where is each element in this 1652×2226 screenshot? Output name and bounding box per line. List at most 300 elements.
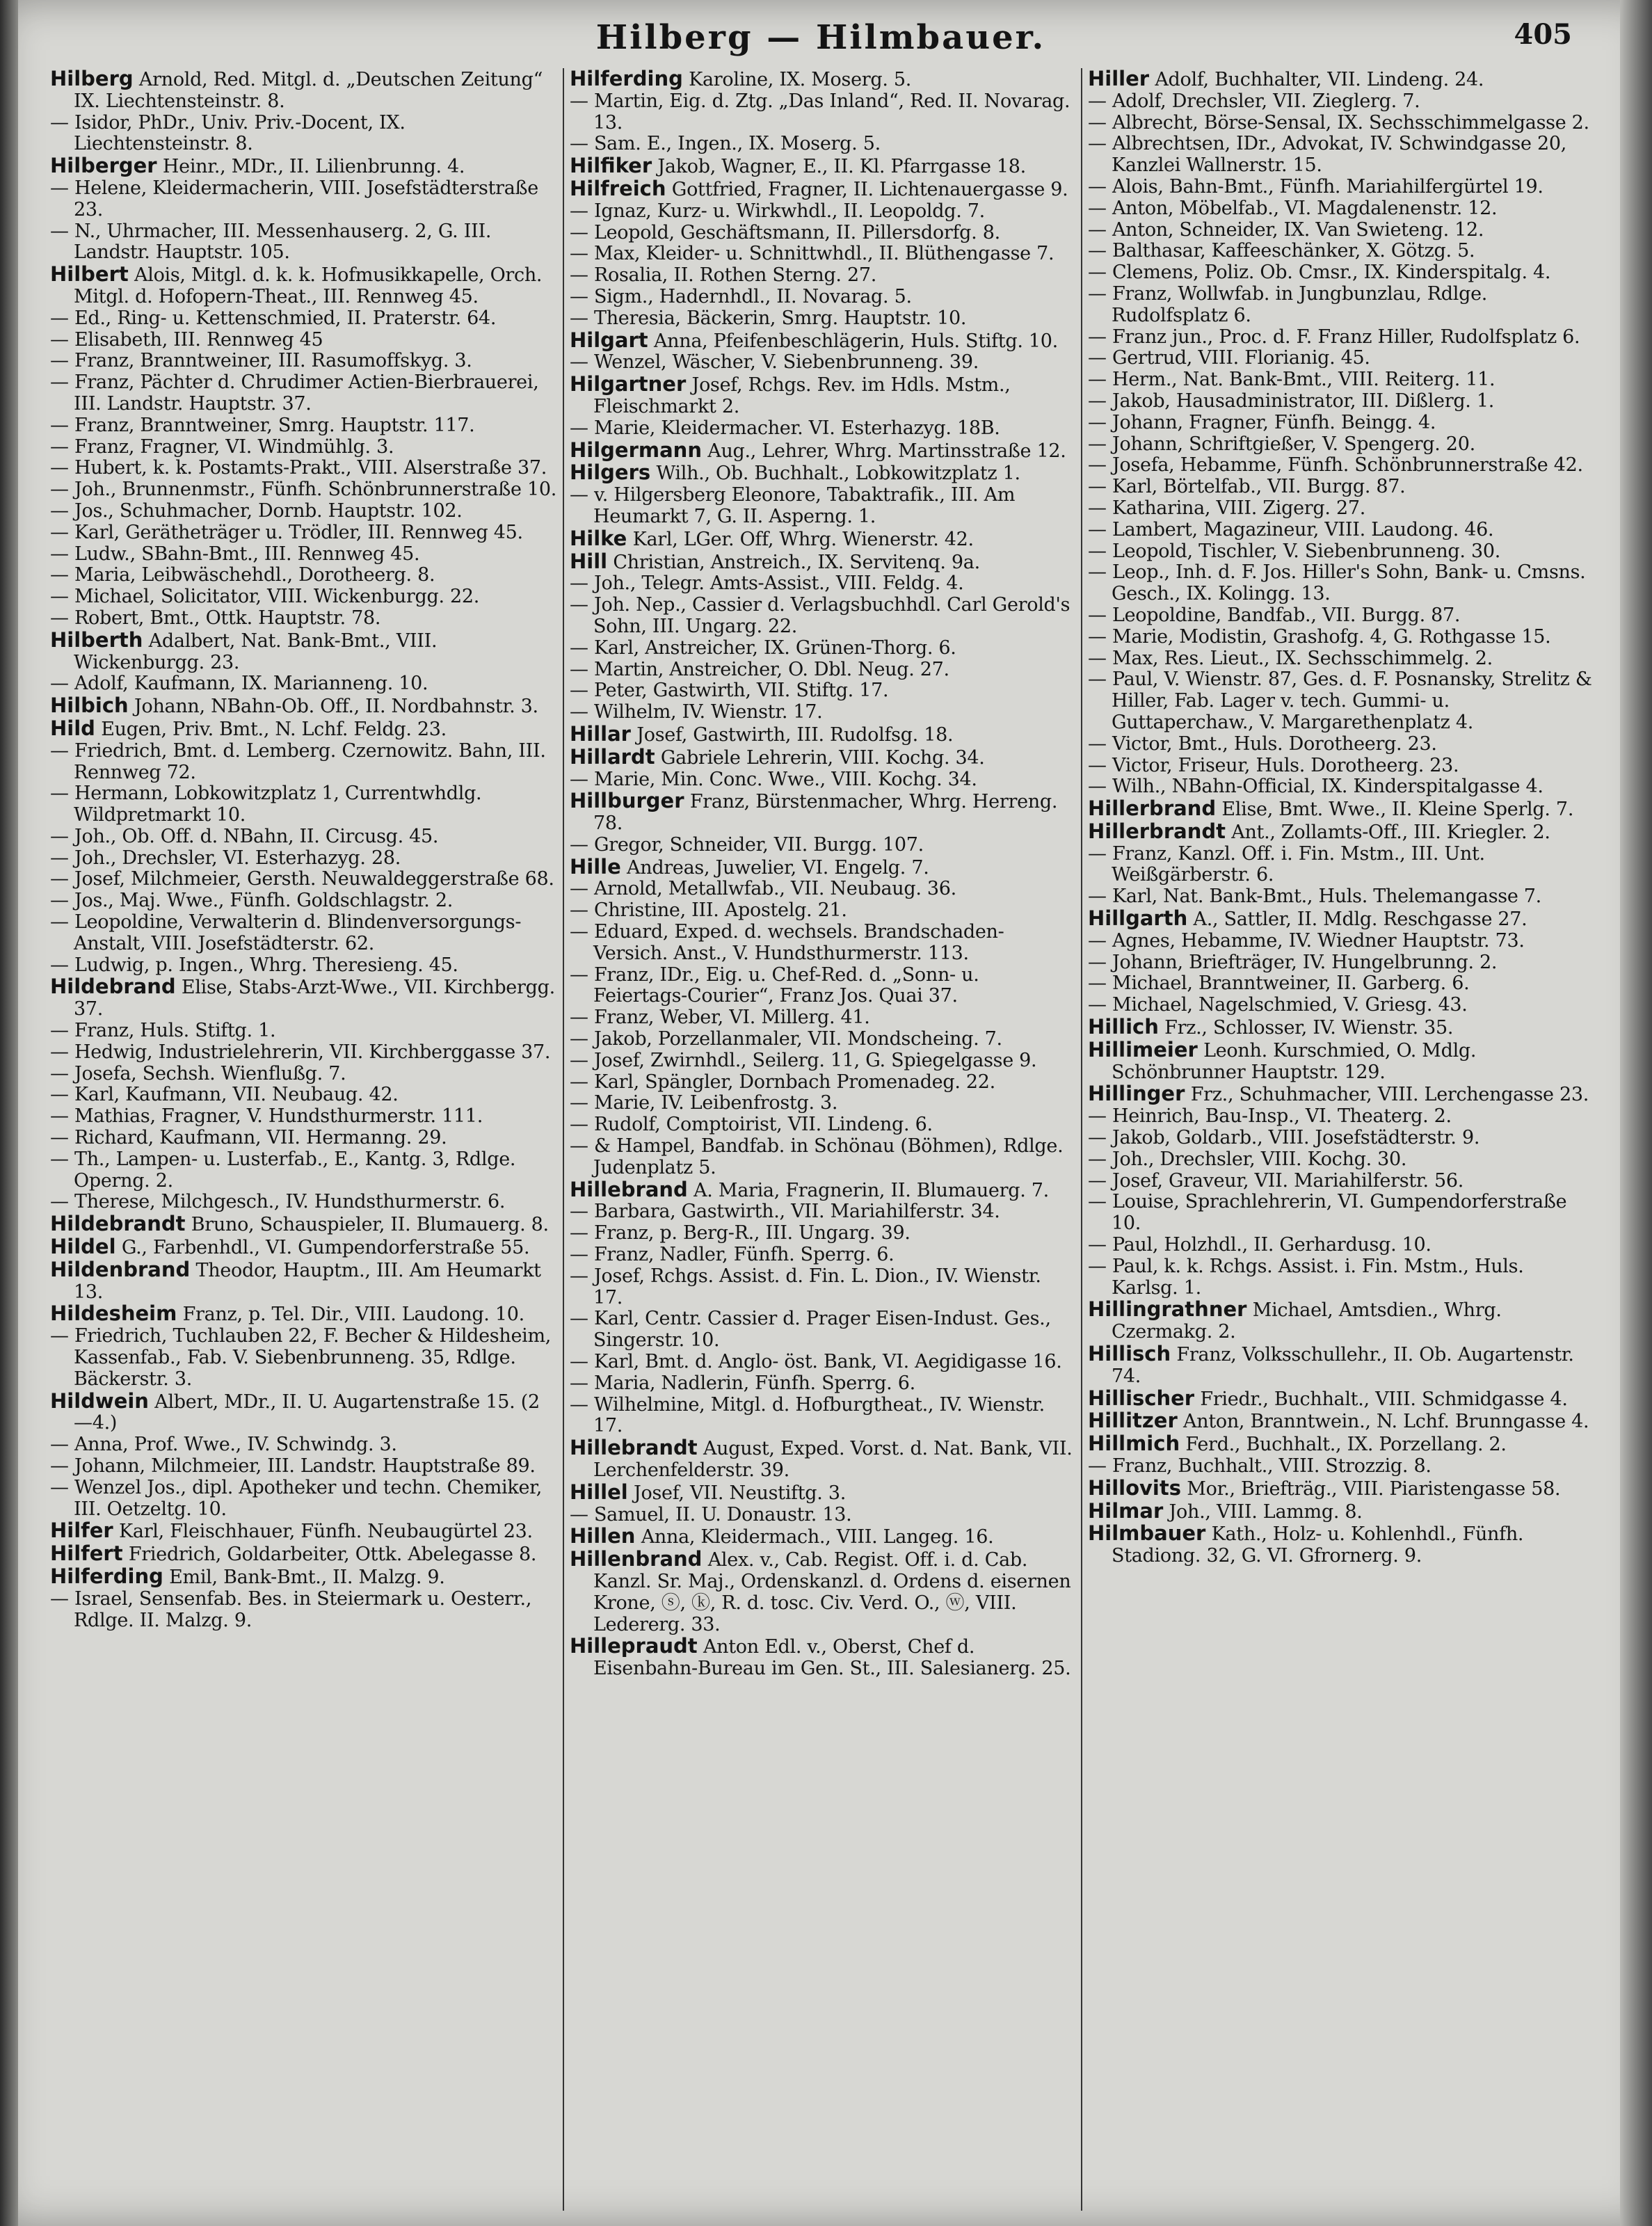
directory-sub-entry	[50, 437, 557, 458]
directory-sub-entry	[1088, 1171, 1594, 1192]
entry-surname: Hilbert	[50, 262, 129, 287]
entry-details: Andreas, Juwelier, VI. Engelg. 7.	[620, 856, 929, 879]
entry-details: — Johann, Briefträger, IV. Hungelbrunng. 2.	[1088, 951, 1498, 973]
directory-sub-entry	[1088, 241, 1594, 262]
directory-entry	[1088, 1388, 1594, 1411]
directory-sub-entry	[1088, 931, 1594, 952]
entry-details: — Max, Res. Lieut., IX. Sechsschimmelg. 2.	[1088, 647, 1493, 669]
entry-details: — Isidor, PhDr., Univ. Priv.-Docent, IX. Liechtensteinstr. 8.	[50, 111, 406, 155]
directory-entry	[50, 976, 557, 1020]
entry-details: — Jakob, Goldarb., VIII. Josefstädterstr. 9.	[1088, 1127, 1480, 1149]
directory-sub-entry	[50, 586, 557, 608]
entry-details: — Agnes, Hebamme, IV. Wiedner Hauptstr. 73.	[1088, 929, 1525, 952]
entry-details: — Martin, Eig. d. Ztg. „Das Inland“, Red. II. Novarag. 13.	[570, 90, 1070, 134]
directory-entry	[50, 1236, 557, 1259]
directory-sub-entry	[50, 1478, 557, 1521]
directory-sub-entry	[570, 1007, 1075, 1029]
directory-entry	[570, 1548, 1075, 1635]
column-2	[563, 68, 1081, 2211]
directory-sub-entry	[1088, 1149, 1594, 1171]
directory-entry	[1088, 68, 1594, 91]
entry-surname: Hilfert	[50, 1542, 123, 1566]
directory-entry	[570, 440, 1075, 463]
entry-details: — Sam. E., Ingen., IX. Moserg. 5.	[570, 133, 881, 155]
entry-details: — Albrechtsen, IDr., Advokat, IV. Schwindgasse 20, Kanzlei Wallnerstr. 15.	[1088, 133, 1567, 177]
directory-sub-entry	[570, 1114, 1075, 1136]
entry-surname: Hillimeier	[1088, 1037, 1198, 1062]
directory-sub-entry	[570, 769, 1075, 791]
directory-sub-entry	[1088, 1456, 1594, 1478]
directory-sub-entry	[50, 330, 557, 351]
entry-details: — Elisabeth, III. Rennweg 45	[50, 328, 323, 351]
directory-sub-entry	[570, 900, 1075, 922]
entry-details: — Franz, Weber, VI. Millerg. 41.	[570, 1007, 870, 1029]
entry-surname: Hillen	[570, 1524, 636, 1548]
entry-details: — Leopold, Tischler, V. Siebenbrunneng. 30.	[1088, 540, 1501, 562]
directory-sub-entry	[50, 1192, 557, 1213]
entry-details: — Maria, Leibwäschehdl., Dorotheerg. 8.	[50, 564, 435, 586]
entry-details: Karl, LGer. Off, Whrg. Wienerstr. 42.	[627, 528, 974, 550]
entry-details: — Wilhelmine, Mitgl. d. Hofburgtheat., IV. Wienstr. 17.	[570, 1393, 1045, 1437]
directory-sub-entry	[570, 1201, 1075, 1223]
directory-entry	[570, 374, 1075, 418]
directory-entry	[50, 1213, 557, 1236]
entry-details: Arnold, Red. Mitgl. d. „Deutschen Zeitung“ IX. Liechtensteinstr. 8.	[74, 69, 543, 112]
entry-details: — Peter, Gastwirth, VII. Stiftg. 17.	[570, 680, 889, 702]
directory-sub-entry	[1088, 134, 1594, 177]
directory-sub-entry	[50, 1042, 557, 1064]
entry-details: — Joh., Brunnenmstr., Fünfh. Schönbrunnerstraße 10.	[50, 479, 556, 501]
entry-details: — Rudolf, Comptoirist, VII. Lindeng. 6.	[570, 1114, 933, 1136]
entry-details: Josef, VII. Neustiftg. 3.	[627, 1482, 846, 1504]
entry-details: — Wenzel, Wäscher, V. Siebenbrunneng. 39.	[570, 351, 979, 374]
entry-details: Emil, Bank-Bmt., II. Malzg. 9.	[163, 1566, 445, 1588]
entry-surname: Hill	[570, 549, 608, 573]
directory-entry	[570, 528, 1075, 551]
entry-details: — Karl, Bmt. d. Anglo- öst. Bank, VI. Aegidigasse 16.	[570, 1351, 1062, 1373]
directory-sub-entry	[50, 1456, 557, 1478]
directory-sub-entry	[570, 680, 1075, 702]
entry-details: — Franz, Fragner, VI. Windmühlg. 3.	[50, 435, 394, 458]
entry-details: — Franz, p. Berg-R., III. Ungarg. 39.	[570, 1222, 911, 1244]
entry-surname: Hillovits	[1088, 1475, 1181, 1500]
entry-details: — & Hampel, Bandfab. in Schönau (Böhmen), Rdlge. Judenplatz 5.	[570, 1135, 1064, 1178]
directory-entry	[570, 723, 1075, 746]
entry-surname: Hille	[570, 854, 621, 879]
directory-sub-entry	[50, 1326, 557, 1390]
directory-entry	[570, 1635, 1075, 1680]
directory-sub-entry	[1088, 498, 1594, 520]
entry-details: — Michael, Branntweiner, II. Garberg. 6.	[1088, 972, 1470, 995]
directory-sub-entry	[1088, 973, 1594, 995]
directory-sub-entry	[570, 1266, 1075, 1309]
page-number: 405	[1514, 18, 1572, 51]
entry-details: — Eduard, Exped. d. wechsels. Brandschaden-Versich. Anst., V. Hundsthurmerstr. 113.	[570, 921, 1004, 964]
entry-details: — Johann, Fragner, Fünfh. Beingg. 4.	[1088, 411, 1436, 433]
directory-entry	[1088, 798, 1594, 821]
entry-surname: Hilgartner	[570, 372, 687, 397]
directory-sub-entry	[50, 1589, 557, 1632]
directory-sub-entry	[1088, 886, 1594, 908]
entry-details: — Karl, Kaufmann, VII. Neubaug. 42.	[50, 1084, 399, 1106]
entry-details: — Jakob, Porzellanmaler, VII. Mondscheing. 7.	[570, 1028, 1002, 1050]
entry-details: Bruno, Schauspieler, II. Blumauerg. 8.	[185, 1214, 549, 1236]
directory-sub-entry	[50, 1128, 557, 1149]
directory-sub-entry	[570, 201, 1075, 223]
directory-sub-entry	[570, 223, 1075, 244]
entry-surname: Hildwein	[50, 1388, 149, 1413]
directory-entry	[50, 1303, 557, 1326]
column-3	[1081, 68, 1599, 2211]
directory-sub-entry	[1088, 477, 1594, 498]
entry-details: G., Farbenhdl., VI. Gumpendorferstraße 55.	[115, 1237, 530, 1259]
directory-entry	[570, 1482, 1075, 1505]
directory-sub-entry	[1088, 413, 1594, 434]
entry-details: — Arnold, Metallwfab., VII. Neubaug. 36.	[570, 878, 956, 900]
entry-surname: Hilfer	[50, 1519, 113, 1543]
entry-details: — Maria, Nadlerin, Fünfh. Sperrg. 6.	[570, 1372, 915, 1394]
directory-entry	[50, 1543, 557, 1566]
entry-details: Michael, Amtsdien., Whrg. Czermakg. 2.	[1112, 1299, 1502, 1343]
directory-sub-entry	[1088, 844, 1594, 887]
directory-sub-entry	[570, 1244, 1075, 1266]
directory-sub-entry	[1088, 177, 1594, 198]
entry-details: — Balthasar, Kaffeeschänker, X. Götzg. 5.	[1088, 240, 1475, 262]
directory-sub-entry	[1088, 434, 1594, 456]
entry-details: — Helene, Kleidermacherin, VIII. Josefstädterstraße 23.	[50, 177, 538, 221]
entry-details: — Therese, Milchgesch., IV. Hundsthurmerstr. 6.	[50, 1191, 506, 1213]
entry-surname: Hiller	[1088, 68, 1150, 90]
entry-surname: Hildebrandt	[50, 1212, 186, 1236]
directory-entry	[1088, 1475, 1594, 1500]
entry-surname: Hillebrand	[570, 1177, 688, 1201]
page-header	[42, 15, 1600, 71]
entry-surname: Hillgarth	[1088, 906, 1188, 931]
directory-sub-entry	[570, 287, 1075, 308]
entry-details: A., Sattler, II. Mdlg. Reschgasse 27.	[1187, 908, 1527, 931]
entry-details: — Anton, Möbelfab., VI. Magdalenenstr. 12.	[1088, 197, 1498, 219]
directory-entry	[1088, 1523, 1594, 1567]
directory-entry	[570, 178, 1075, 201]
directory-entry	[50, 695, 557, 718]
entry-details: — Marie, Min. Conc. Wwe., VIII. Kochg. 34.	[570, 768, 977, 790]
entry-details: Franz, Volksschullehr., II. Ob. Augartenstr. 74.	[1112, 1344, 1574, 1387]
directory-sub-entry	[50, 415, 557, 437]
directory-entry	[1088, 908, 1594, 931]
entry-details: — Karl, Spängler, Dornbach Promenadeg. 22.	[570, 1071, 995, 1093]
entry-details: Jakob, Wagner, E., II. Kl. Pfarrgasse 18.	[652, 156, 1026, 178]
directory-entry	[50, 1259, 557, 1304]
directory-sub-entry	[50, 178, 557, 221]
entry-details: — Christine, III. Apostelg. 21.	[570, 899, 847, 922]
directory-sub-entry	[570, 243, 1075, 265]
directory-sub-entry	[50, 741, 557, 784]
entry-details: — Franz, Pächter d. Chrudimer Actien-Bierbrauerei, III. Landstr. Hauptstr. 37.	[50, 371, 539, 415]
directory-sub-entry	[1088, 391, 1594, 413]
directory-sub-entry	[1088, 541, 1594, 563]
entry-details: — Gertrud, VIII. Florianig. 45.	[1088, 347, 1370, 369]
directory-sub-entry	[1088, 952, 1594, 974]
running-head: Hilberg — Hilmbauer.	[595, 18, 1046, 57]
directory-sub-entry	[50, 848, 557, 870]
directory-sub-entry	[50, 1020, 557, 1042]
entry-details: — Joh., Drechsler, VI. Esterhazyg. 28.	[50, 847, 401, 869]
entry-details: — Josefa, Sechsh. Wienflußg. 7.	[50, 1062, 346, 1084]
entry-details: Elise, Stabs-Arzt-Wwe., VII. Kirchbergg. 37.	[74, 977, 555, 1020]
entry-details: — Adolf, Drechsler, VII. Zieglerg. 7.	[1088, 90, 1420, 112]
entry-details: — Anton, Schneider, IX. Van Swieteng. 12.	[1088, 218, 1484, 241]
entry-details: — N., Uhrmacher, III. Messenhauserg. 2, G. III. Landstr. Hauptstr. 105.	[50, 220, 492, 264]
entry-details: Adalbert, Nat. Bank-Bmt., VIII. Wickenburgg. 23.	[74, 630, 438, 673]
entry-details: — Herm., Nat. Bank-Bmt., VIII. Reiterg. 11.	[1088, 369, 1495, 391]
entry-details: — Leop., Inh. d. F. Jos. Hiller's Sohn, Bank- u. Cmsns. Gesch., IX. Kolingg. 13.	[1088, 561, 1586, 605]
entry-surname: Hildesheim	[50, 1302, 177, 1326]
entry-details: — Karl, Börtelfab., VII. Burgg. 87.	[1088, 476, 1406, 498]
directory-sub-entry	[50, 608, 557, 630]
directory-sub-entry	[570, 1352, 1075, 1373]
entry-surname: Hillischer	[1088, 1386, 1195, 1410]
entry-details: — Franz, Nadler, Fünfh. Sperrg. 6.	[570, 1244, 895, 1266]
entry-details: Alex. v., Cab. Regist. Off. i. d. Cab. Kanzl. Sr. Maj., Ordenskanzl. d. Ordens d. eisernen Krone, ⓢ, ⓚ, R. d. tosc. Civ. Verd. O., ⓦ, VIII. Ledererg. 33.	[593, 1549, 1071, 1635]
directory-sub-entry	[570, 573, 1075, 595]
entry-details: — Adolf, Kaufmann, IX. Marianneng. 10.	[50, 673, 428, 695]
entry-details: — Victor, Friseur, Huls. Dorotheerg. 23.	[1088, 754, 1459, 776]
entry-details: — Josef, Rchgs. Assist. d. Fin. L. Dion., IV. Wienstr. 17.	[570, 1265, 1041, 1308]
entry-details: Gottfried, Fragner, II. Lichtenauergasse 9.	[666, 178, 1068, 200]
entry-details: — Franz, Wollwfab. in Jungbunzlau, Rdlge. Rudolfsplatz 6.	[1088, 282, 1488, 326]
entry-details: — Friedrich, Bmt. d. Lemberg. Czernowitz. Bahn, III. Rennweg 72.	[50, 739, 546, 783]
directory-entry	[1088, 1410, 1594, 1433]
entry-details: — Leopoldine, Bandfab., VII. Burgg. 87.	[1088, 604, 1461, 626]
entry-details: — Israel, Sensenfab. Bes. in Steiermark u. Oesterr., Rdlge. II. Malzg. 9.	[50, 1587, 532, 1631]
directory-entry	[1088, 1299, 1594, 1343]
directory-sub-entry	[1088, 562, 1594, 605]
directory-entry	[570, 1526, 1075, 1548]
entry-details: — Robert, Bmt., Ottk. Hauptstr. 78.	[50, 607, 381, 629]
directory-sub-entry	[50, 113, 557, 156]
directory-sub-entry	[50, 890, 557, 912]
entry-surname: Hilferding	[50, 1564, 163, 1588]
entry-surname: Hilbich	[50, 694, 129, 718]
directory-sub-entry	[50, 1434, 557, 1456]
entry-surname: Hillebrandt	[570, 1436, 698, 1460]
entry-details: — Ludwig, p. Ingen., Whrg. Theresieng. 45.	[50, 954, 458, 976]
entry-surname: Hillerbrand	[1088, 796, 1217, 821]
directory-entry	[570, 856, 1075, 879]
entry-details: — Lambert, Magazineur, VIII. Laudong. 46.	[1088, 518, 1494, 541]
entry-details: — Sigm., Hadernhdl., II. Novarag. 5.	[570, 285, 912, 307]
directory-sub-entry	[570, 134, 1075, 155]
entry-details: — Barbara, Gastwirth., VII. Mariahilferstr. 34.	[570, 1201, 1000, 1223]
entry-details: — Louise, Sprachlehrerin, VI. Gumpendorferstraße 10.	[1088, 1191, 1567, 1235]
directory-sub-entry	[50, 1064, 557, 1085]
directory-sub-entry	[570, 835, 1075, 856]
entry-surname: Hilberg	[50, 68, 134, 90]
entry-surname: Hilfiker	[570, 154, 652, 178]
entry-details: — Josefa, Hebamme, Fünfh. Schönbrunnerstraße 42.	[1088, 454, 1583, 477]
entry-details: — Heinrich, Bau-Insp., VI. Theaterg. 2.	[1088, 1105, 1452, 1128]
entry-details: — Clemens, Poliz. Ob. Cmsr., IX. Kinderspitalg. 4.	[1088, 262, 1551, 284]
entry-surname: Hillich	[1088, 1015, 1159, 1039]
entry-details: — Jos., Schuhmacher, Dornb. Hauptstr. 102.	[50, 499, 463, 522]
directory-sub-entry	[50, 826, 557, 848]
directory-entry	[570, 1437, 1075, 1482]
directory-sub-entry	[570, 1395, 1075, 1438]
directory-sub-entry	[570, 1136, 1075, 1179]
directory-entry	[50, 718, 557, 741]
directory-sub-entry	[50, 351, 557, 372]
entry-surname: Hillenbrand	[570, 1547, 703, 1571]
directory-entry	[570, 551, 1075, 574]
entry-details: — Hermann, Lobkowitzplatz 1, Currentwhdlg. Wildpretmarkt 10.	[50, 783, 482, 826]
entry-details: Josef, Rchgs. Rev. im Hdls. Mstm., Fleischmarkt 2.	[593, 374, 1011, 417]
entry-surname: Hillardt	[570, 744, 655, 769]
entry-surname: Hilmbauer	[1088, 1521, 1206, 1546]
entry-surname: Hillepraudt	[570, 1634, 698, 1658]
directory-sub-entry	[570, 702, 1075, 723]
entry-details: — Karl, Gerätheträger u. Trödler, III. Rennweg 45.	[50, 521, 523, 543]
entry-details: Anna, Kleidermach., VIII. Langeg. 16.	[635, 1526, 994, 1548]
directory-entry	[50, 1388, 557, 1435]
directory-entry	[50, 1520, 557, 1543]
directory-entry	[1088, 1016, 1594, 1039]
directory-entry	[50, 627, 557, 674]
directory-sub-entry	[570, 638, 1075, 659]
entry-details: — Theresia, Bäckerin, Smrg. Hauptstr. 10.	[570, 307, 967, 329]
directory-entry	[50, 155, 557, 178]
directory-sub-entry	[570, 308, 1075, 330]
entry-details: — Marie, Modistin, Grashofg. 4, G. Rothgasse 15.	[1088, 625, 1551, 648]
entry-details: — Franz, IDr., Eig. u. Chef-Red. d. „Sonn- u. Feiertags-Courier“, Franz Jos. Quai 37.	[570, 963, 979, 1007]
directory-sub-entry	[1088, 648, 1594, 670]
entry-details: — Hubert, k. k. Postamts-Prakt., VIII. Alserstraße 37.	[50, 457, 547, 479]
directory-sub-entry	[1088, 91, 1594, 113]
directory-sub-entry	[1088, 734, 1594, 755]
entry-details: — Franz, Branntweiner, Smrg. Hauptstr. 117.	[50, 414, 475, 436]
directory-sub-entry	[570, 1050, 1075, 1072]
entry-details: — Johann, Schriftgießer, V. Spengerg. 20.	[1088, 433, 1475, 455]
directory-sub-entry	[570, 485, 1075, 528]
entry-details: Josef, Gastwirth, III. Rudolfsg. 18.	[630, 723, 954, 746]
entry-details: — Franz, Kanzl. Off. i. Fin. Mstm., III. Unt. Weißgärberstr. 6.	[1088, 842, 1485, 886]
directory-sub-entry	[1088, 284, 1594, 327]
directory-entry	[1088, 1433, 1594, 1456]
entry-details: Karoline, IX. Moserg. 5.	[682, 69, 912, 90]
directory-sub-entry	[1088, 369, 1594, 391]
entry-details: — Karl, Nat. Bank-Bmt., Huls. Thelemangasse 7.	[1088, 886, 1541, 908]
entry-details: A. Maria, Fragnerin, II. Blumauerg. 7.	[687, 1179, 1049, 1201]
entry-details: — Friedrich, Tuchlauben 22, F. Becher & Hildesheim, Kassenfab., Fab. V. Siebenbrunneng. 35, Rdlge. Bäckerstr. 3.	[50, 1325, 552, 1390]
directory-sub-entry	[50, 912, 557, 955]
entry-details: — Johann, Milchmeier, III. Landstr. Hauptstraße 89.	[50, 1455, 536, 1477]
directory-entry	[1088, 1039, 1594, 1084]
directory-columns	[45, 68, 1600, 2211]
entry-details: August, Exped. Vorst. d. Nat. Bank, VII. Lerchenfelderstr. 39.	[593, 1438, 1073, 1481]
entry-details: — Leopoldine, Verwalterin d. Blindenversorgungs-Anstalt, VIII. Josefstädterstr. 62.	[50, 911, 522, 954]
directory-sub-entry	[570, 1308, 1075, 1352]
entry-details: Theodor, Hauptm., III. Am Heumarkt 13.	[74, 1259, 541, 1303]
entry-surname: Hildebrand	[50, 975, 176, 999]
directory-sub-entry	[570, 1072, 1075, 1094]
entry-details: — Michael, Nagelschmied, V. Griesg. 43.	[1088, 994, 1468, 1016]
entry-details: — Gregor, Schneider, VII. Burgg. 107.	[570, 833, 924, 856]
directory-sub-entry	[50, 565, 557, 586]
directory-sub-entry	[1088, 995, 1594, 1016]
entry-surname: Hilfreich	[570, 176, 666, 200]
directory-sub-entry	[50, 544, 557, 566]
entry-surname: Hilberger	[50, 154, 157, 178]
entry-surname: Hillburger	[570, 789, 684, 813]
entry-details: — Hedwig, Industrielehrerin, VII. Kirchberggasse 37.	[50, 1041, 551, 1063]
entry-details: — Richard, Kaufmann, VII. Hermanng. 29.	[50, 1127, 447, 1149]
entry-details: Karl, Fleischhauer, Fünfh. Neubaugürtel 23.	[113, 1521, 533, 1543]
directory-sub-entry	[50, 221, 557, 264]
entry-details: — Michael, Solicitator, VIII. Wickenburgg. 22.	[50, 586, 480, 608]
entry-details: — Anna, Prof. Wwe., IV. Schwindg. 3.	[50, 1434, 397, 1456]
directory-entry	[570, 462, 1075, 485]
directory-sub-entry	[570, 965, 1075, 1008]
directory-sub-entry	[570, 1029, 1075, 1050]
entry-surname: Hilgermann	[570, 438, 702, 462]
directory-sub-entry	[1088, 348, 1594, 369]
entry-details: — v. Hilgersberg Eleonore, Tabaktrafik., III. Am Heumarkt 7, G. II. Asperng. 1.	[570, 484, 1016, 527]
entry-details: Wilh., Ob. Buchhalt., Lobkowitzplatz 1.	[650, 463, 1020, 485]
entry-details: — Leopold, Geschäftsmann, II. Pillersdorfg. 8.	[570, 221, 1000, 243]
entry-details: Elise, Bmt. Wwe., II. Kleine Sperlg. 7.	[1216, 799, 1574, 821]
directory-sub-entry	[50, 372, 557, 415]
entry-details: — Ed., Ring- u. Kettenschmied, II. Praterstr. 64.	[50, 307, 497, 329]
directory-entry	[1088, 821, 1594, 844]
directory-sub-entry	[50, 955, 557, 977]
entry-details: — Paul, V. Wienstr. 87, Ges. d. F. Posnansky, Strelitz & Hiller, Fab. Lager v. tech. Gummi- u. Guttaperchaw., V. Margarethenplatz 4.	[1088, 668, 1592, 733]
entry-surname: Hillisch	[1088, 1342, 1171, 1366]
entry-surname: Hildel	[50, 1235, 116, 1259]
entry-details: — Franz, Branntweiner, III. Rasumoffskyg. 3.	[50, 350, 472, 372]
directory-sub-entry	[1088, 605, 1594, 627]
entry-details: — Josef, Zwirnhdl., Seilerg. 11, G. Spiegelgasse 9.	[570, 1049, 1037, 1071]
entry-details: — Ignaz, Kurz- u. Wirkwhdl., II. Leopoldg. 7.	[570, 200, 985, 222]
directory-sub-entry	[1088, 327, 1594, 349]
directory-sub-entry	[570, 265, 1075, 287]
directory-sub-entry	[570, 352, 1075, 374]
page-edge-left	[0, 0, 18, 2226]
directory-sub-entry	[1088, 198, 1594, 220]
entry-details: — Martin, Anstreicher, O. Dbl. Neug. 27.	[570, 658, 949, 680]
directory-sub-entry	[50, 1084, 557, 1106]
entry-surname: Hilke	[570, 526, 627, 550]
directory-sub-entry	[1088, 113, 1594, 134]
entry-details: Joh., VIII. Lammg. 8.	[1163, 1500, 1363, 1523]
entry-details: Kath., Holz- u. Kohlenhdl., Fünfh. Stadiong. 32, G. VI. Gfrornerg. 9.	[1112, 1523, 1524, 1567]
entry-details: — Franz, Buchhalt., VIII. Strozzig. 8.	[1088, 1455, 1432, 1477]
entry-details: — Wilh., NBahn-Official, IX. Kinderspitalgasse 4.	[1088, 776, 1543, 798]
entry-details: — Josef, Graveur, VII. Mariahilferstr. 56.	[1088, 1169, 1464, 1192]
entry-details: — Joh. Nep., Cassier d. Verlagsbuchhdl. Carl Gerold's Sohn, III. Ungarg. 22.	[570, 594, 1070, 637]
directory-sub-entry	[570, 1505, 1075, 1526]
entry-details: Gabriele Lehrerin, VIII. Kochg. 34.	[655, 746, 985, 769]
entry-details: — Katharina, VIII. Zigerg. 27.	[1088, 497, 1365, 519]
entry-details: Frz., Schuhmacher, VIII. Lerchengasse 23.	[1185, 1084, 1589, 1106]
directory-sub-entry	[50, 308, 557, 330]
entry-details: Friedr., Buchhalt., VIII. Schmidgasse 4.	[1194, 1388, 1568, 1410]
directory-sub-entry	[50, 522, 557, 544]
entry-details: Heinr., MDr., II. Lilienbrunng. 4.	[157, 156, 465, 178]
directory-entry	[570, 790, 1075, 835]
directory-entry	[50, 68, 557, 113]
entry-details: — Marie, IV. Leibenfrostg. 3.	[570, 1092, 838, 1114]
directory-sub-entry	[1088, 755, 1594, 777]
entry-surname: Hilberth	[50, 627, 143, 652]
